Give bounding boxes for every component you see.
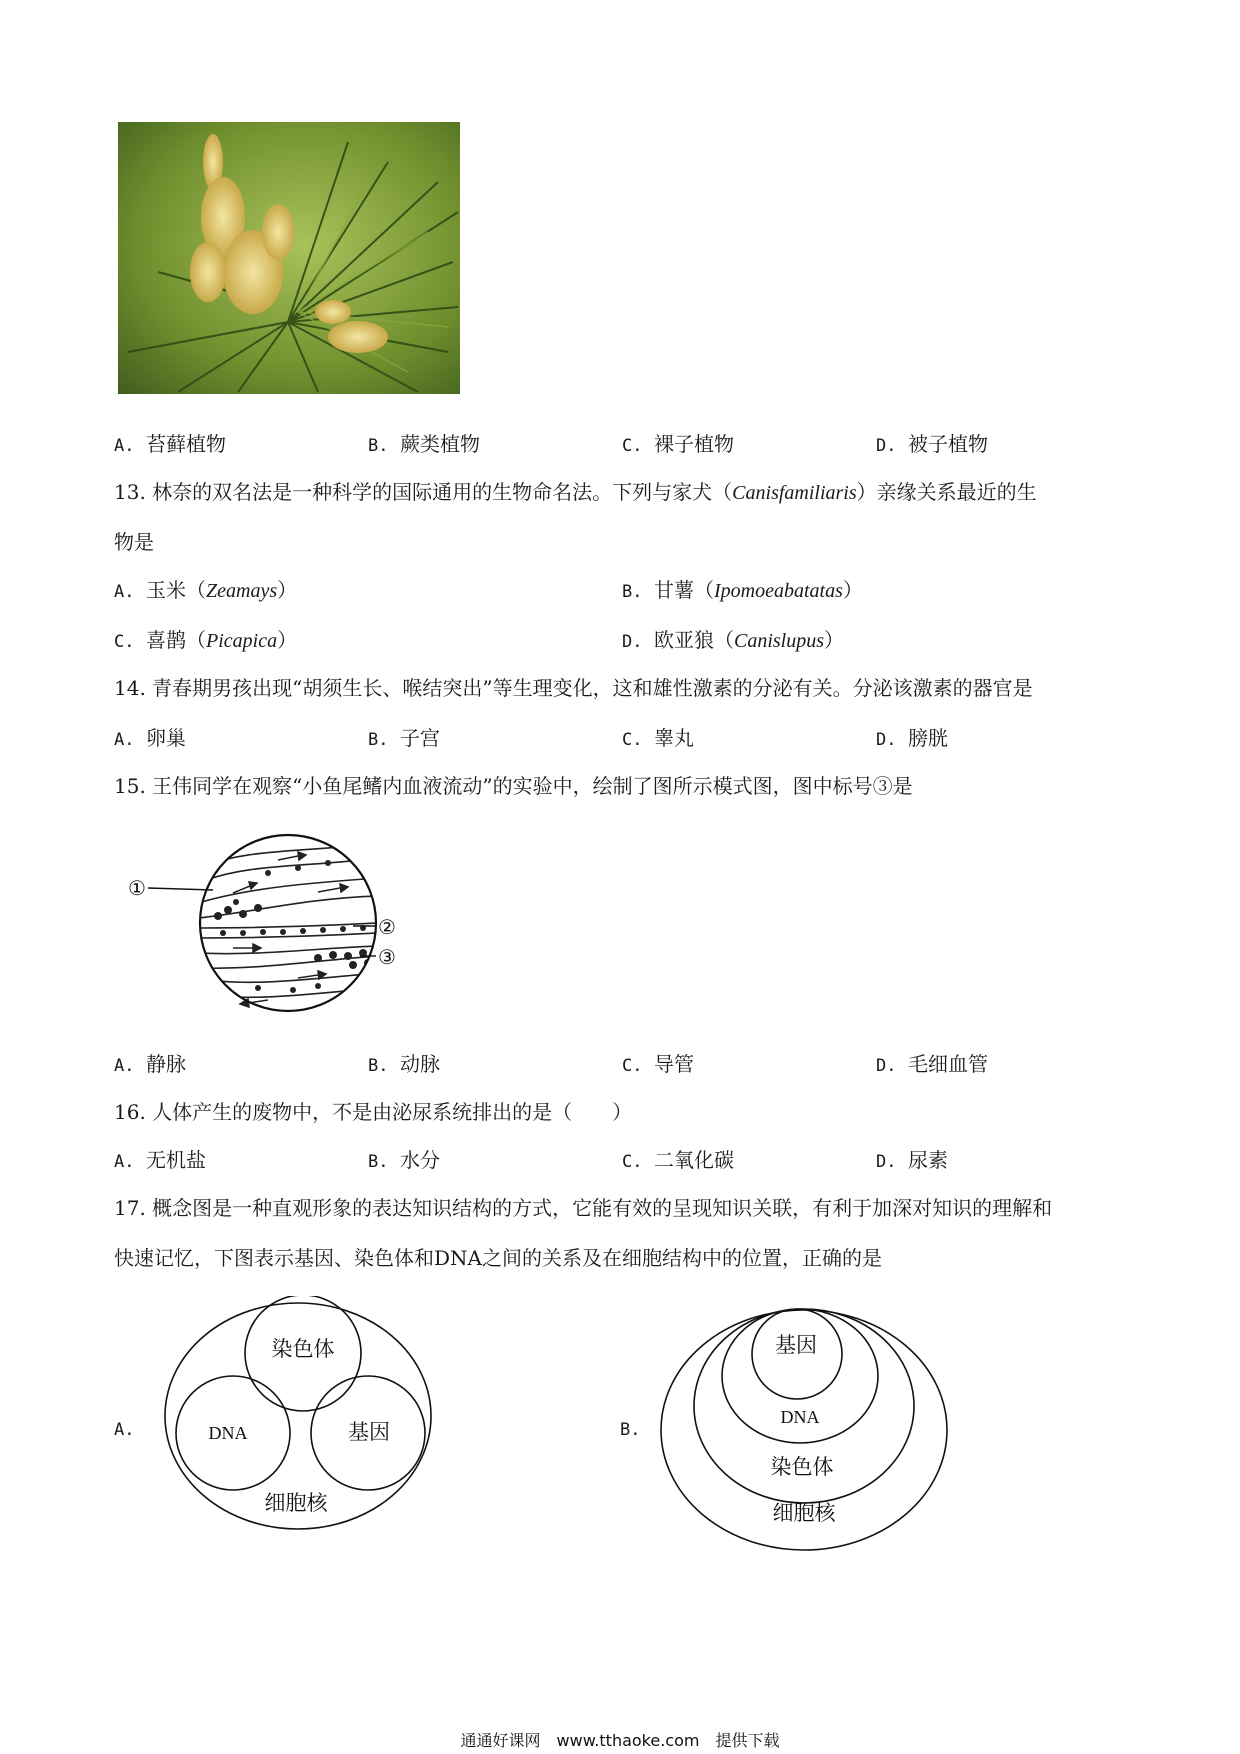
diagram-a-dna: DNA [208,1423,248,1443]
label-2: ② [378,915,396,939]
diagram-b-gene: 基因 [775,1333,817,1357]
diagram-b-nucleus: 细胞核 [772,1501,836,1525]
q12-option-a[interactable]: A. 苔藓植物 [114,432,226,456]
q17-stem-line1: 17. 概念图是一种直观形象的表达知识结构的方式，它能有效的呈现知识关联，有利于加深对知识的理解和 [114,1196,1053,1220]
diagram-b-dna: DNA [780,1407,820,1427]
diagram-a-chromosome: 染色体 [271,1337,335,1361]
q13-option-b[interactable]: B. 甘薯（Ipomoeabatatas） [622,578,863,602]
q14-option-d[interactable]: D. 膀胱 [876,726,948,750]
q16-option-b[interactable]: B. 水分 [368,1148,440,1172]
q12-option-b[interactable]: B. 蕨类植物 [368,432,480,456]
diagram-a-gene: 基因 [348,1420,390,1444]
page-footer: 通通好课网 www.tthaoke.com 提供下载 [460,1731,780,1750]
q15-option-a[interactable]: A. 静脉 [114,1052,186,1076]
q15-option-d[interactable]: D. 毛细血管 [876,1052,988,1076]
q14-option-b[interactable]: B. 子宫 [368,726,440,750]
q13-stem-line2: 物是 [114,530,154,554]
q14-stem: 14. 青春期男孩出现“胡须生长、喉结突出”等生理变化，这和雄性激素的分泌有关。分泌该激素的器官是 [114,676,1033,700]
concept-diagram-b[interactable] [656,1306,956,1556]
label-1: ① [128,876,146,900]
q16-option-a[interactable]: A. 无机盐 [114,1148,206,1172]
q13-option-a[interactable]: A. 玉米（Zeamays） [114,578,298,602]
q17-option-b-letter[interactable]: B. [620,1420,641,1440]
q17-stem-line2: 快速记忆，下图表示基因、染色体和DNA之间的关系及在细胞结构中的位置，正确的是 [114,1246,882,1270]
pine-branch-photo [118,122,460,394]
concept-diagram-a[interactable] [160,1296,436,1536]
q12-option-c[interactable]: C. 裸子植物 [622,432,734,456]
q12-option-d[interactable]: D. 被子植物 [876,432,988,456]
q16-option-c[interactable]: C. 二氧化碳 [622,1148,734,1172]
q16-stem: 16. 人体产生的废物中，不是由泌尿系统排出的是（ ） [114,1100,633,1124]
q15-option-b[interactable]: B. 动脉 [368,1052,440,1076]
q13-option-d[interactable]: D. 欧亚狼（Canislupus） [622,628,845,652]
q13-stem-line1: 13. 林奈的双名法是一种科学的国际通用的生物命名法。下列与家犬（Canisfamiliaris）亲缘关系最近的生 [114,480,1037,504]
diagram-b-chromosome: 染色体 [770,1455,834,1479]
q14-option-c[interactable]: C. 睾丸 [622,726,694,750]
blood-flow-diagram [118,828,408,1018]
q17-option-a-letter[interactable]: A. [114,1420,135,1440]
label-3: ③ [378,945,396,969]
q14-option-a[interactable]: A. 卵巢 [114,726,186,750]
q15-option-c[interactable]: C. 导管 [622,1052,694,1076]
diagram-a-nucleus: 细胞核 [264,1491,328,1515]
q16-option-d[interactable]: D. 尿素 [876,1148,948,1172]
q15-stem: 15. 王伟同学在观察“小鱼尾鳍内血液流动”的实验中，绘制了图所示模式图，图中标号③是 [114,774,913,798]
q13-option-c[interactable]: C. 喜鹊（Picapica） [114,628,298,652]
